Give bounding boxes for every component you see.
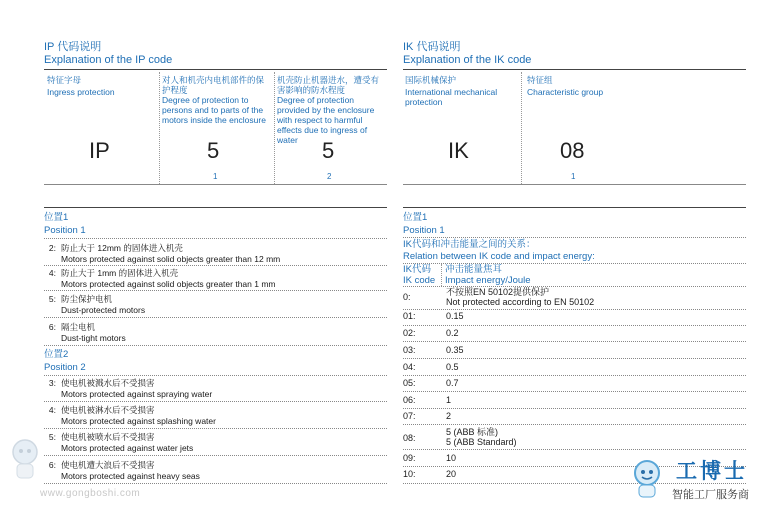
ik-head-code-cn: IK代码 (403, 264, 431, 275)
ik-position-rule (403, 207, 746, 208)
ik-row-code: 10: (403, 469, 416, 479)
ip-position-rule (44, 207, 387, 208)
ik-row-energy: 2 (446, 411, 452, 421)
ip-pos2-item-cn: 使电机遭大浪后不受损害 (61, 460, 155, 470)
watermark-robot-icon (8, 436, 42, 482)
ip-pos1-item-num: 6: (48, 322, 56, 332)
ip-rule (44, 345, 387, 346)
ip-col1-en: Ingress protection (47, 87, 115, 97)
ik-row-energy: 10 (446, 453, 457, 463)
ip-digit-1: 5 (207, 138, 220, 163)
ik-row-energy: 0.7 (446, 378, 459, 388)
ip-pos1-item-en: Motors protected against solid objects greater than 12 mm (61, 254, 281, 264)
ip-rule (44, 238, 387, 239)
ik-col1-cn: 国际机械保护 (405, 75, 457, 85)
ip-rule (44, 401, 387, 402)
ik-head-energy (445, 264, 531, 286)
ip-rule (44, 265, 387, 266)
ip-code: IP (89, 138, 110, 163)
ik-row-code: 01: (403, 311, 416, 321)
brand-name: 工博士 (676, 460, 748, 483)
ik-row-energy-cn: 不按照EN 50102提供保护 (446, 287, 550, 297)
ik-pos1-en: Position 1 (403, 225, 445, 236)
ik-digits: 08 (560, 138, 585, 163)
ip-pos2-item-num: 5: (48, 432, 56, 442)
ip-rule (44, 428, 387, 429)
ik-row-code: 09: (403, 453, 416, 463)
ip-rule (44, 455, 387, 456)
ik-row-code: 0: (403, 292, 411, 302)
ip-ref-2: 2 (327, 172, 332, 181)
ik-title-cn: IK 代码说明 (403, 41, 461, 53)
ik-rule (403, 424, 746, 425)
ik-col1-header (405, 75, 517, 107)
ik-row-code: 05: (403, 378, 416, 388)
ik-row-energy: 0.2 (446, 328, 459, 338)
ik-head-divider (441, 264, 442, 286)
ik-rule (403, 309, 746, 310)
watermark-url: www.gongboshi.com (40, 488, 141, 499)
ik-row-code: 06: (403, 395, 416, 405)
ip-pos2-item-en: Motors protected against splashing water (61, 416, 216, 426)
ip-rule (44, 375, 387, 376)
ip-col1-cn: 特征字母 (47, 75, 82, 85)
ip-pos2-item-num: 6: (48, 460, 56, 470)
ip-pos2-item-en: Motors protected against heavy seas (61, 471, 200, 481)
ip-col3-header (277, 75, 383, 145)
ip-pos2-item-en: Motors protected against spraying water (61, 389, 213, 399)
ik-row-energy: 0.35 (446, 345, 464, 355)
ip-pos1-item-cn: 防止大于 1mm 的固体进入机壳 (61, 268, 179, 278)
ip-col2-cn: 对人和机壳内电机部件的保护程度 (162, 75, 265, 95)
ip-pos1-item-num: 2: (48, 243, 56, 253)
ip-pos1-item-num: 5: (48, 294, 56, 304)
ip-pos1-item-cn: 隔尘电机 (61, 322, 96, 332)
ik-rule (403, 325, 746, 326)
ik-row-code: 08: (403, 433, 416, 443)
ik-rule (403, 341, 746, 342)
ik-col2-header (527, 75, 637, 97)
brand-slogan: 智能工厂服务商 (672, 489, 749, 501)
ik-code: IK (448, 138, 469, 163)
ik-row-code: 02: (403, 328, 416, 338)
ik-head-code (403, 264, 435, 286)
ik-top-rule (403, 69, 746, 70)
ip-pos2-item-num: 3: (48, 378, 56, 388)
ik-col1-en: International mechanical protection (405, 87, 498, 107)
ip-title-cn: IP 代码说明 (44, 41, 102, 53)
ik-row-code: 07: (403, 411, 416, 421)
ip-pos2-item-en: Motors protected against water jets (61, 443, 194, 453)
ik-rule (403, 449, 746, 450)
brand-robot-icon (630, 458, 664, 498)
ip-pos2-cn: 位置2 (44, 349, 69, 360)
ik-pos1-cn: 位置1 (403, 212, 428, 223)
ip-title-en: Explanation of the IP code (44, 54, 173, 66)
ip-pos1-en: Position 1 (44, 225, 86, 236)
ik-row-energy-en: Not protected according to EN 50102 (446, 297, 595, 307)
ip-col2-en: Degree of protection to persons and to parts of the motors inside the enclosure (162, 95, 266, 125)
ip-divider-1 (159, 72, 160, 184)
ik-head-code-en: IK code (403, 275, 436, 286)
ik-relation-en: Relation between IK code and impact energy: (403, 251, 595, 262)
ip-header-bottom-rule (44, 184, 387, 185)
ip-pos2-item-cn: 使电机被溅水后不受损害 (61, 378, 155, 388)
ik-col2-cn: 特征组 (527, 75, 553, 85)
ik-head-energy-cn: 冲击能量焦耳 (445, 264, 503, 275)
ip-rule (44, 290, 387, 291)
ik-row-code: 03: (403, 345, 416, 355)
ip-col3-en: Degree of protection provided by the enclosure with respect to harmful effects due to ingress of water (277, 95, 375, 145)
ik-row-energy-en: 5 (ABB Standard) (446, 437, 517, 447)
ik-row-energy: 0.15 (446, 311, 464, 321)
ip-pos1-item-num: 4: (48, 268, 56, 278)
ip-pos1-item-cn: 防止大于 12mm 的固体进入机壳 (61, 243, 183, 253)
ip-top-rule (44, 69, 387, 70)
ik-rule (403, 358, 746, 359)
ik-divider-1 (521, 72, 522, 184)
ip-divider-2 (274, 72, 275, 184)
ik-ref-1: 1 (571, 172, 576, 181)
ik-col2-en: Characteristic group (527, 87, 604, 97)
ik-row-code: 04: (403, 362, 416, 372)
ik-row-energy: 1 (446, 395, 452, 405)
ip-pos1-item-en: Motors protected against solid objects greater than 1 mm (61, 279, 276, 289)
ip-pos1-item-cn: 防尘保护电机 (61, 294, 113, 304)
ip-pos1-item-en: Dust-tight motors (61, 333, 126, 343)
ip-pos2-en: Position 2 (44, 362, 86, 373)
ik-rule (403, 237, 746, 238)
ik-rule (403, 408, 746, 409)
ip-col3-cn: 机壳防止机器进水，遭受有害影响的防水程度 (277, 75, 380, 95)
ik-row-energy-cn: 5 (ABB 标准) (446, 427, 499, 437)
ip-col1-header (47, 75, 155, 97)
ik-rule (403, 483, 746, 484)
ip-digit-2: 5 (322, 138, 335, 163)
ip-pos2-item-cn: 使电机被喷水后不受损害 (61, 432, 155, 442)
ip-pos2-item-num: 4: (48, 405, 56, 415)
ik-row-energy: 0.5 (446, 362, 459, 372)
ip-pos2-item-cn: 使电机被淋水后不受损害 (61, 405, 155, 415)
ip-pos1-item-en: Dust-protected motors (61, 305, 146, 315)
ik-rule (403, 375, 746, 376)
ik-head-energy-en: Impact energy/Joule (445, 275, 531, 286)
ip-rule (44, 483, 387, 484)
ik-header-bottom-rule (403, 184, 746, 185)
ip-ref-1: 1 (213, 172, 218, 181)
ip-rule (44, 317, 387, 318)
ip-pos1-cn: 位置1 (44, 212, 69, 223)
ik-rule (403, 391, 746, 392)
ik-row-energy: 20 (446, 469, 457, 479)
ik-title-en: Explanation of the IK code (403, 54, 532, 66)
ip-col2-header (162, 75, 272, 125)
ik-relation-cn: IK代码和冲击能量之间的关系： (403, 239, 536, 250)
